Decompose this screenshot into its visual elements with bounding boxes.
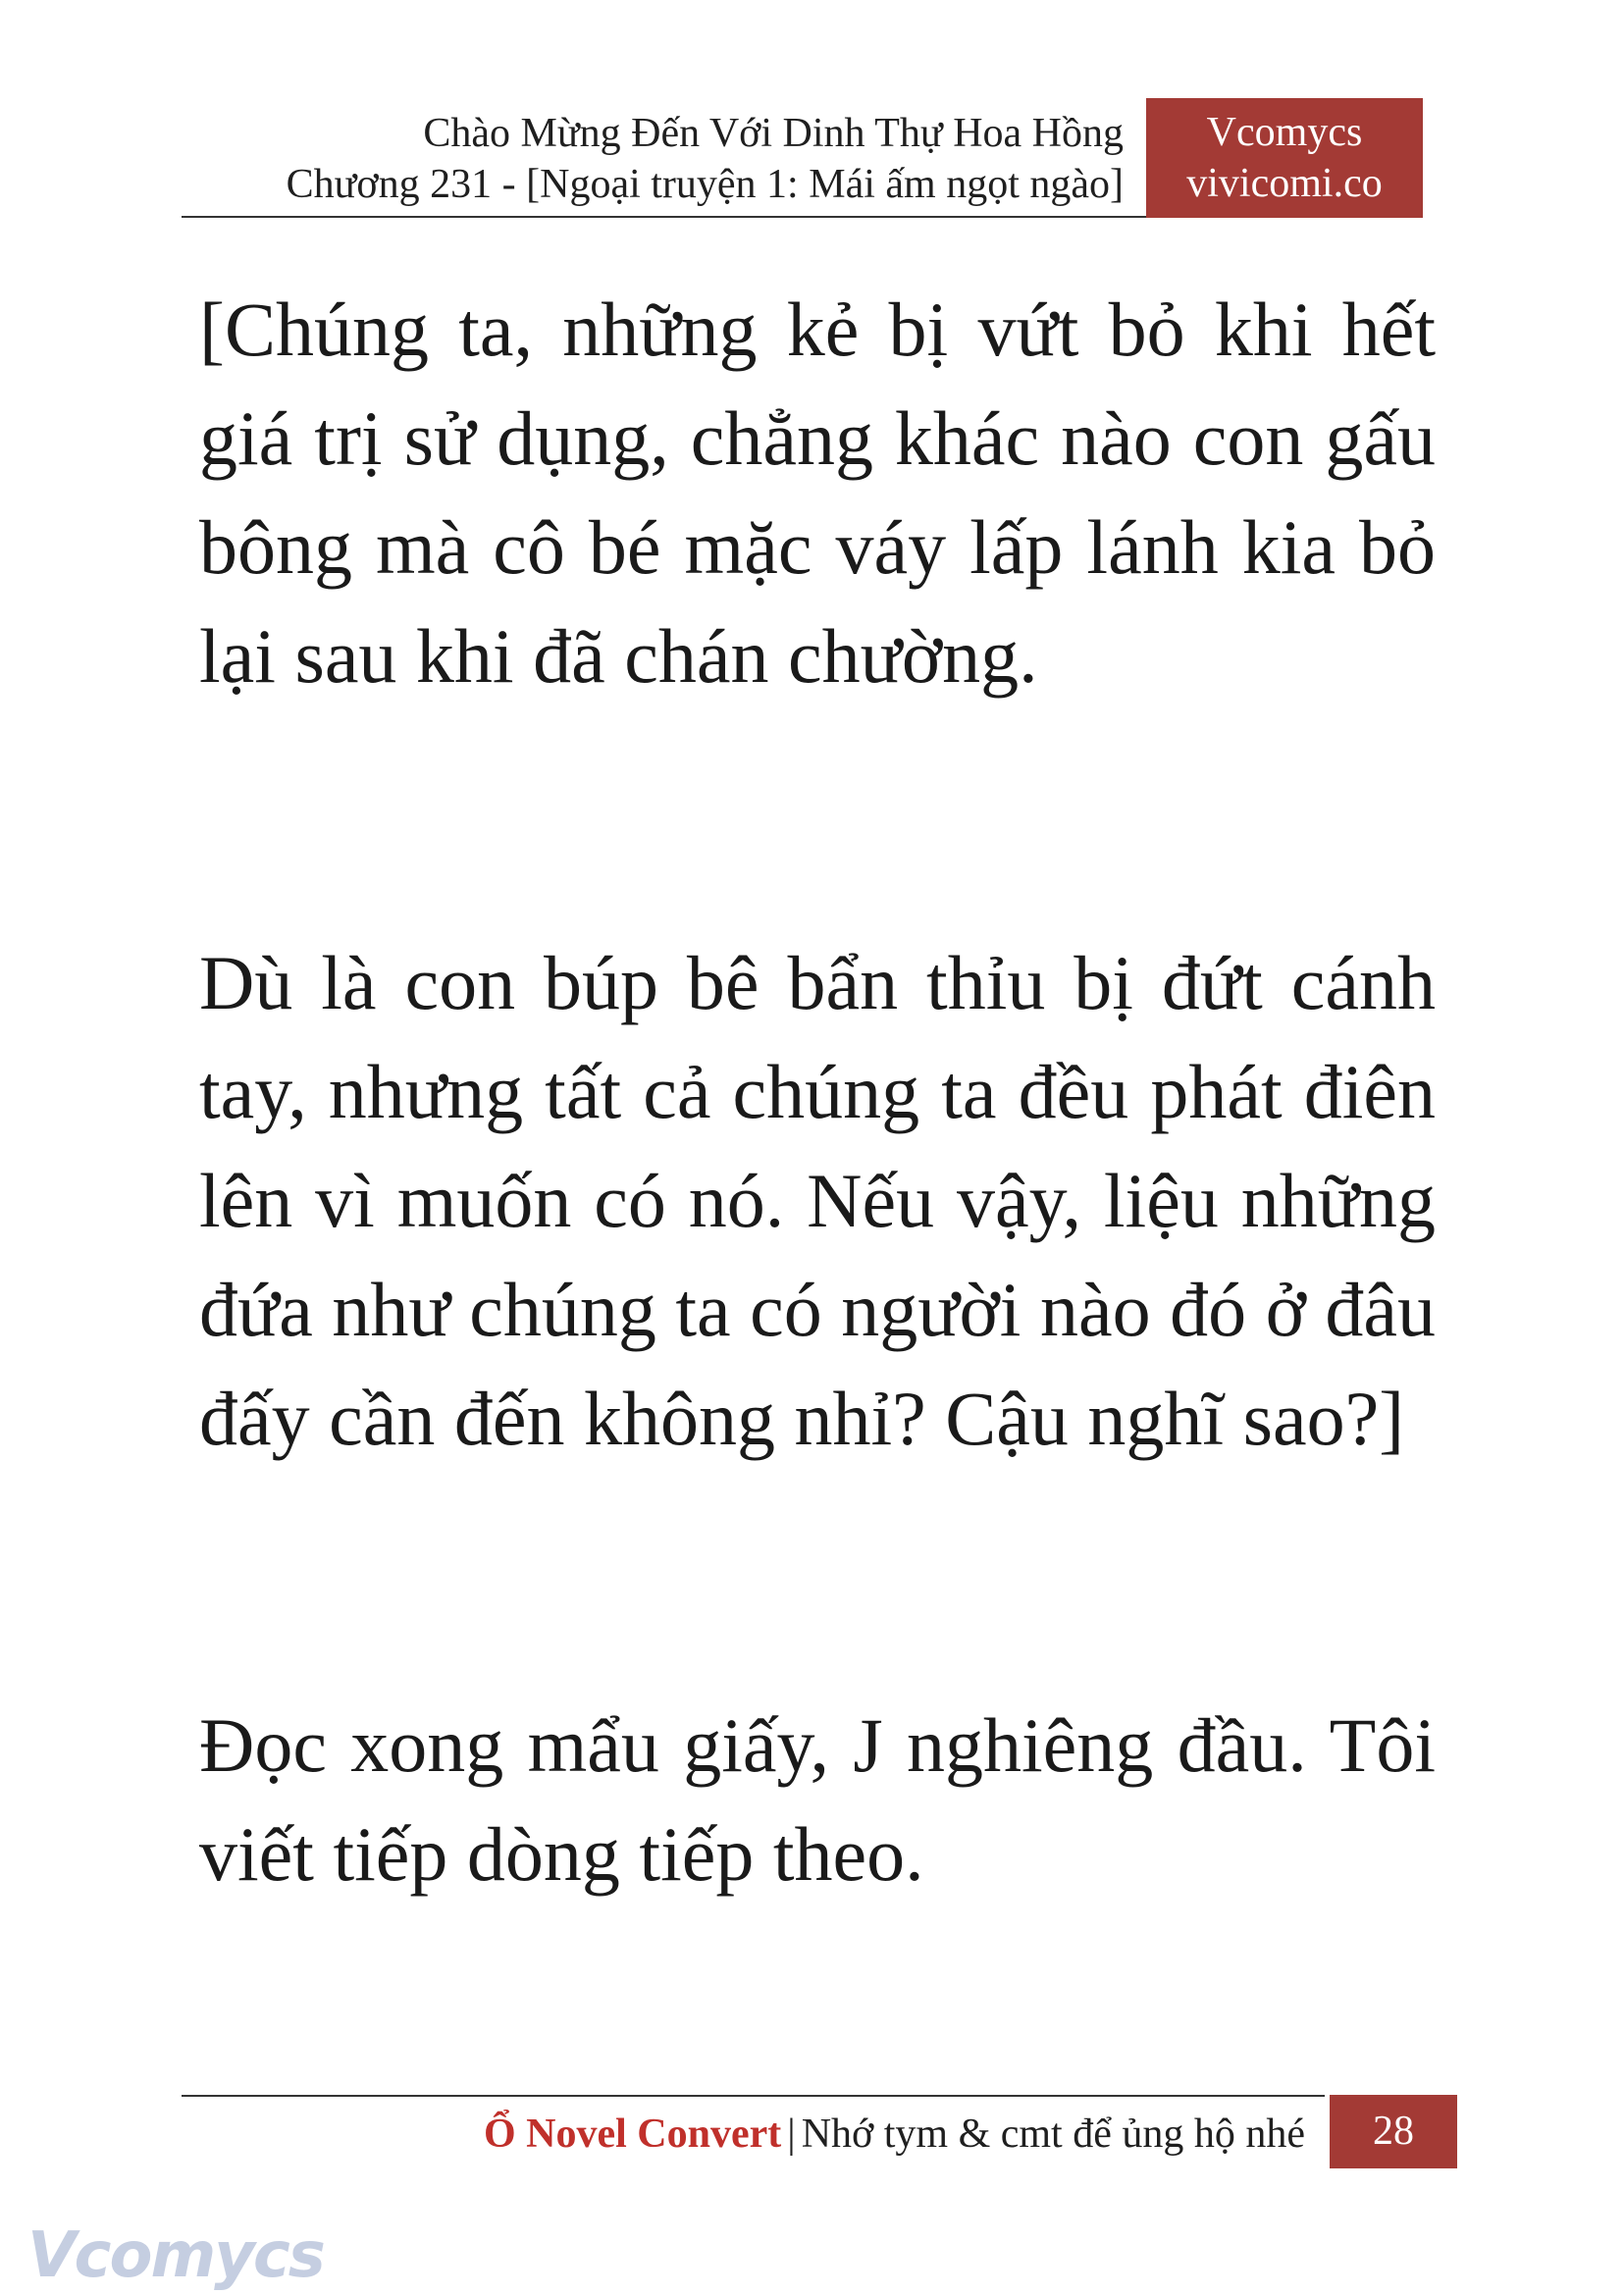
page-number: 28: [1330, 2095, 1457, 2168]
site-url: vivicomi.co: [1186, 161, 1383, 206]
paragraph-2: Dù là con búp bê bẩn thỉu bị đứt cánh tay, nhưng tất cả chúng ta đều phát điên lên vì muốn có nó. Nếu vậy, liệu những đứa như chúng ta có người nào đó ở đâu đấy cần đến không nhỉ? Cậu nghĩ sao?]: [199, 940, 1436, 1461]
footer-message: Nhớ tym & cmt để ủng hộ nhé: [801, 2112, 1305, 2157]
chapter-title: Chương 231 - [Ngoại truyện 1: Mái ấm ngọt ngào]: [286, 162, 1124, 207]
header-divider: [182, 216, 1146, 218]
footer-separator: |: [787, 2112, 796, 2157]
vcomycs-watermark-logo: Vcomycs: [27, 2219, 324, 2292]
page-footer: [182, 2095, 1457, 2168]
paragraph-3: Đọc xong mẩu giấy, J nghiêng đầu. Tôi viết tiếp dòng tiếp theo.: [199, 1702, 1436, 1897]
chapter-content: [199, 275, 1436, 1908]
site-badge: [1146, 98, 1423, 218]
paragraph-1: [Chúng ta, những kẻ bị vứt bỏ khi hết giá trị sử dụng, chẳng khác nào con gấu bông mà cô bé mặc váy lấp lánh kia bỏ lại sau khi đã chán chường.: [199, 287, 1436, 699]
footer-divider: [182, 2095, 1325, 2097]
page-header: [182, 98, 1423, 218]
header-titles: [287, 108, 1124, 210]
site-name: Vcomycs: [1206, 110, 1363, 155]
footer-text: [484, 2105, 1305, 2164]
footer-brand: Ổ Novel Convert: [483, 2112, 782, 2157]
book-title: Chào Mừng Đến Với Dinh Thự Hoa Hồng: [423, 111, 1124, 156]
